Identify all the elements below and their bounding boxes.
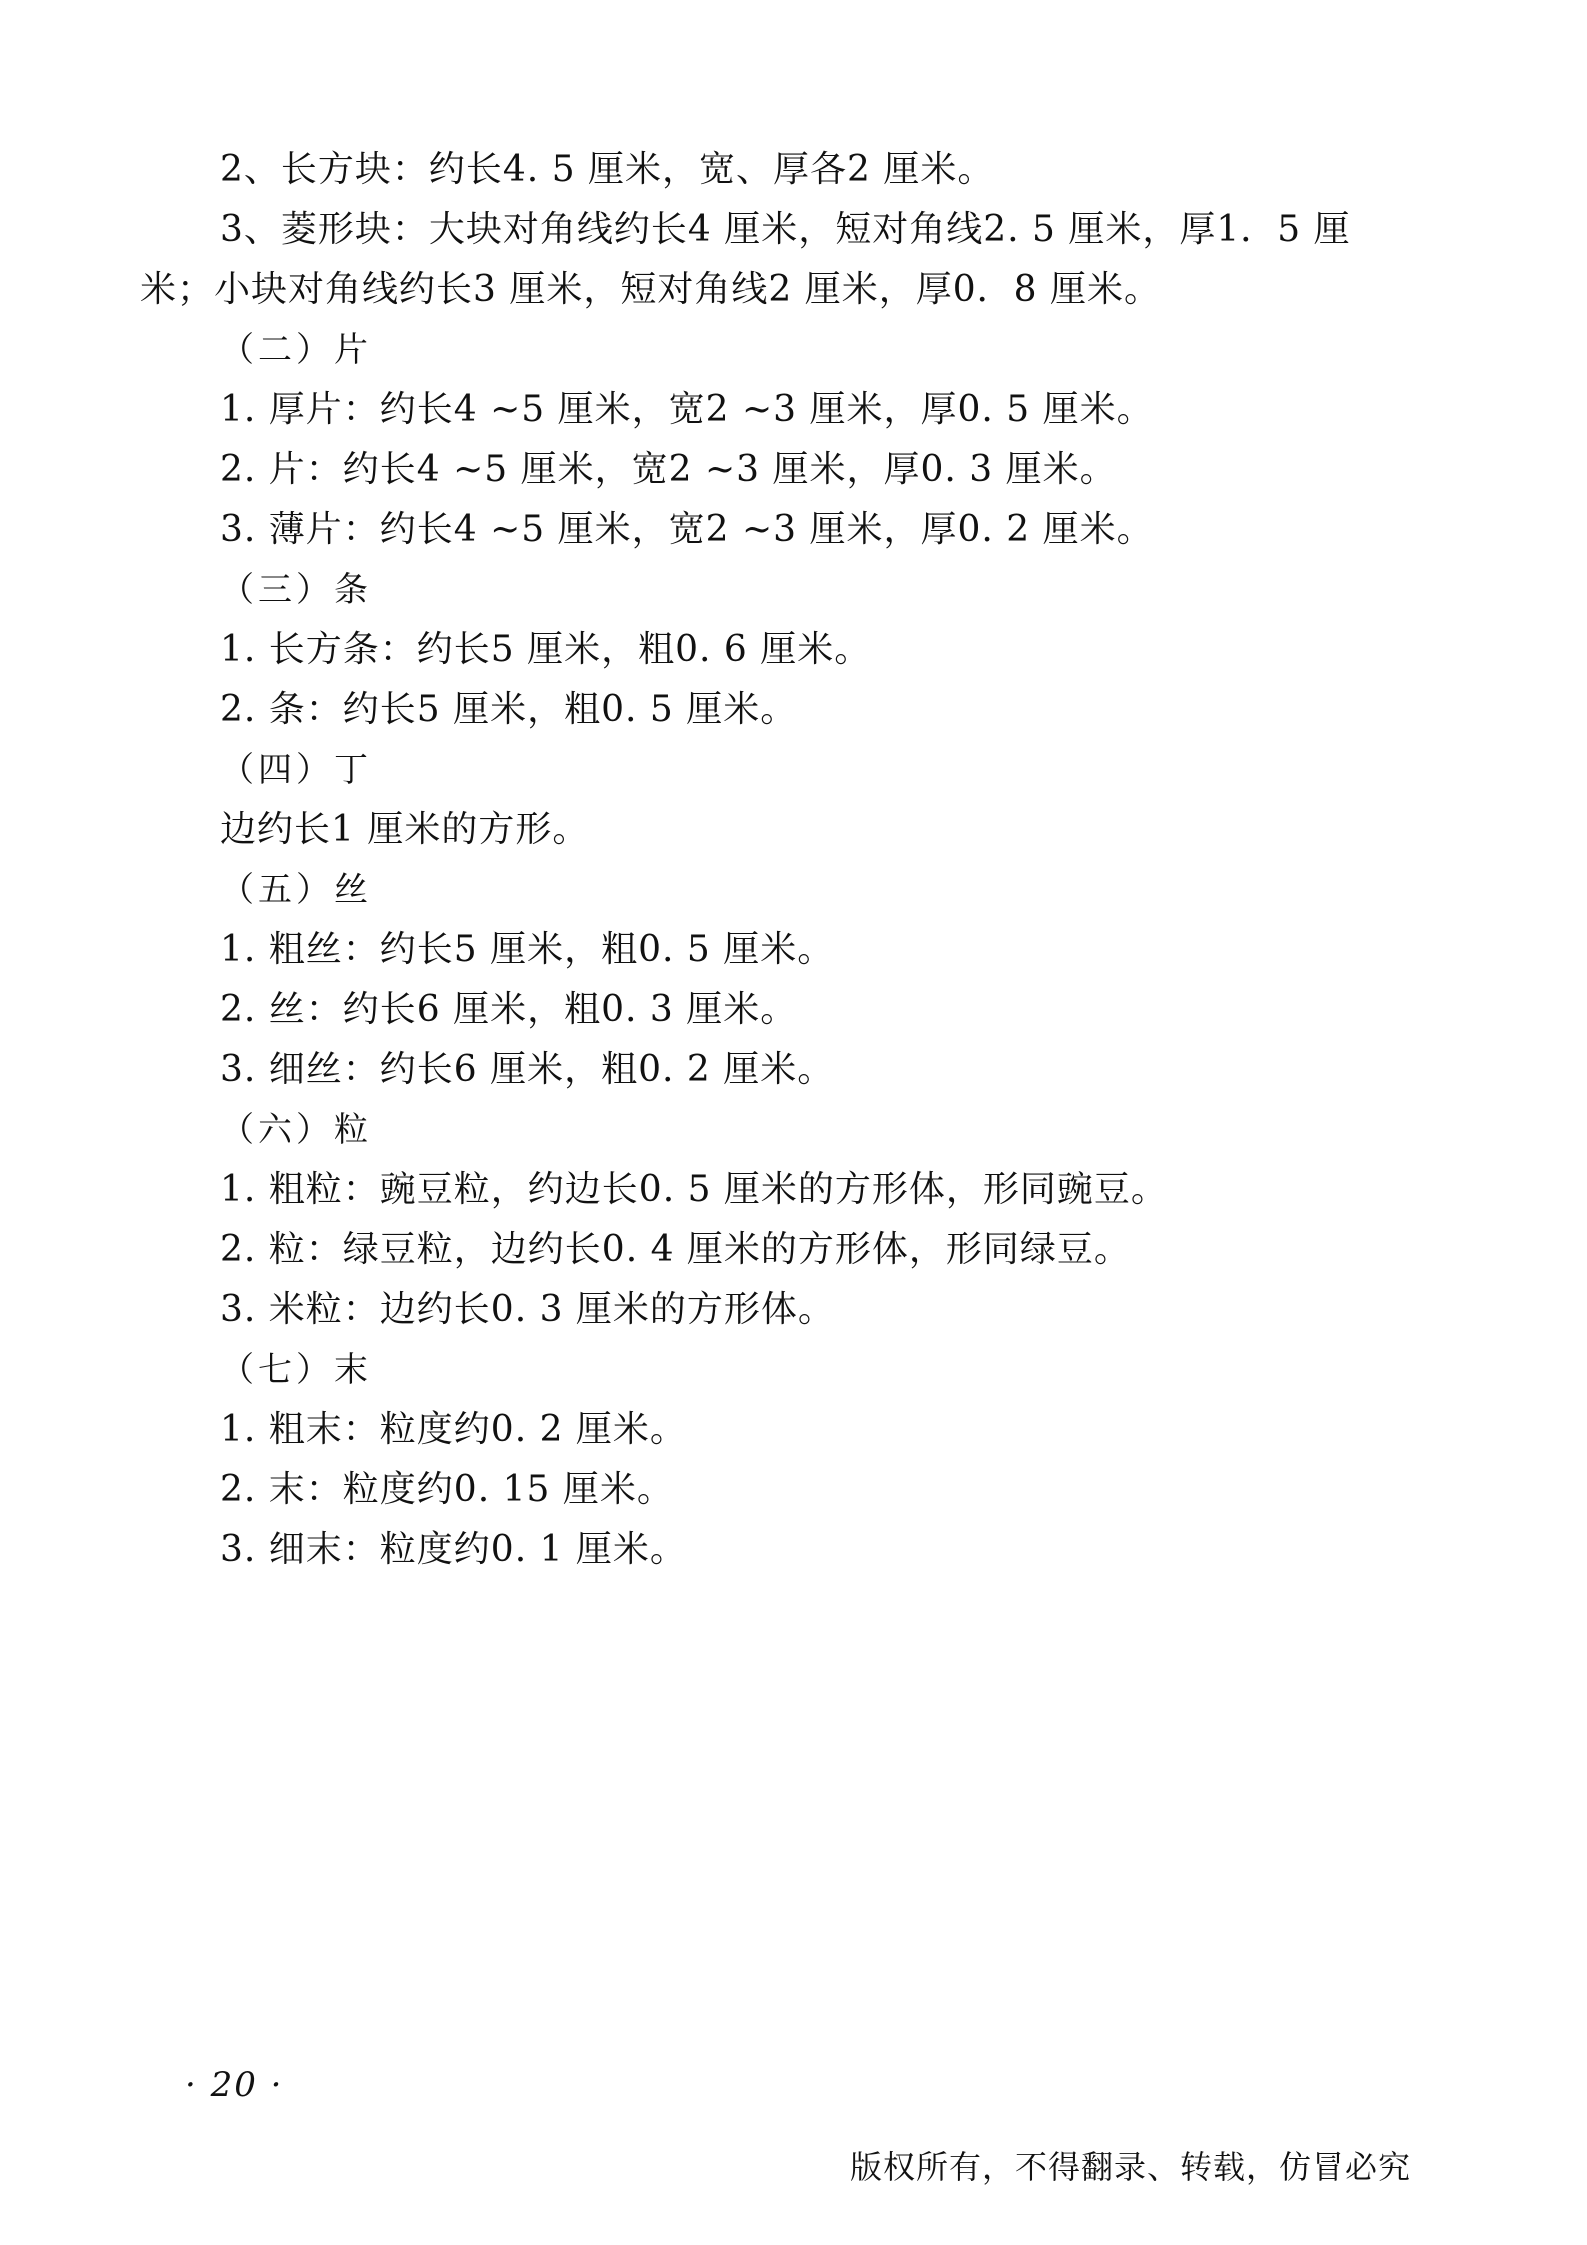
- copyright-notice: 版权所有，不得翻录、转载，仿冒必究: [850, 2148, 1412, 2186]
- paragraph-line: 1. 粗丝：约长5 厘米，粗0. 5 厘米。: [220, 929, 835, 970]
- paragraph-line: 2. 粒：绿豆粒，边约长0. 4 厘米的方形体，形同绿豆。: [220, 1229, 1131, 1270]
- paragraph-line: 2. 丝：约长6 厘米，粗0. 3 厘米。: [220, 989, 798, 1030]
- paragraph-line: 1. 厚片：约长4 ~5 厘米，宽2 ~3 厘米，厚0. 5 厘米。: [220, 389, 1154, 430]
- paragraph-line: 2. 末：粒度约0. 15 厘米。: [220, 1469, 674, 1510]
- paragraph-line: 3、菱形块：大块对角线约长4 厘米，短对角线2. 5 厘米，厚1．5 厘: [220, 209, 1351, 250]
- paragraph-line: 1. 粗末：粒度约0. 2 厘米。: [220, 1409, 687, 1450]
- paragraph-line: 2. 条：约长5 厘米，粗0. 5 厘米。: [220, 689, 798, 730]
- page-number: · 20 ·: [185, 2065, 284, 2105]
- section-heading: （三）条: [220, 570, 372, 610]
- paragraph-line: 2、长方块：约长4. 5 厘米，宽、厚各2 厘米。: [220, 149, 995, 190]
- section-heading: （六）粒: [220, 1110, 372, 1150]
- paragraph-line: 1. 粗粒：豌豆粒，约边长0. 5 厘米的方形体，形同豌豆。: [220, 1169, 1168, 1210]
- paragraph-line: 米；小块对角线约长3 厘米，短对角线2 厘米，厚0．8 厘米。: [140, 269, 1161, 310]
- section-heading: （二）片: [220, 330, 372, 370]
- section-heading: （七）末: [220, 1350, 372, 1390]
- paragraph-line: 3. 薄片：约长4 ~5 厘米，宽2 ~3 厘米，厚0. 2 厘米。: [220, 509, 1154, 550]
- paragraph-line: 3. 细末：粒度约0. 1 厘米。: [220, 1529, 687, 1570]
- section-heading: （四）丁: [220, 750, 372, 790]
- paragraph-line: 边约长1 厘米的方形。: [220, 809, 590, 850]
- body-text: [140, 140, 1460, 1580]
- paragraph-line: 3. 米粒：边约长0. 3 厘米的方形体。: [220, 1289, 835, 1330]
- paragraph-line: 3. 细丝：约长6 厘米，粗0. 2 厘米。: [220, 1049, 835, 1090]
- paragraph-line: 1. 长方条：约长5 厘米，粗0. 6 厘米。: [220, 629, 872, 670]
- section-heading: （五）丝: [220, 870, 372, 910]
- paragraph-line: 2. 片：约长4 ~5 厘米，宽2 ~3 厘米，厚0. 3 厘米。: [220, 449, 1117, 490]
